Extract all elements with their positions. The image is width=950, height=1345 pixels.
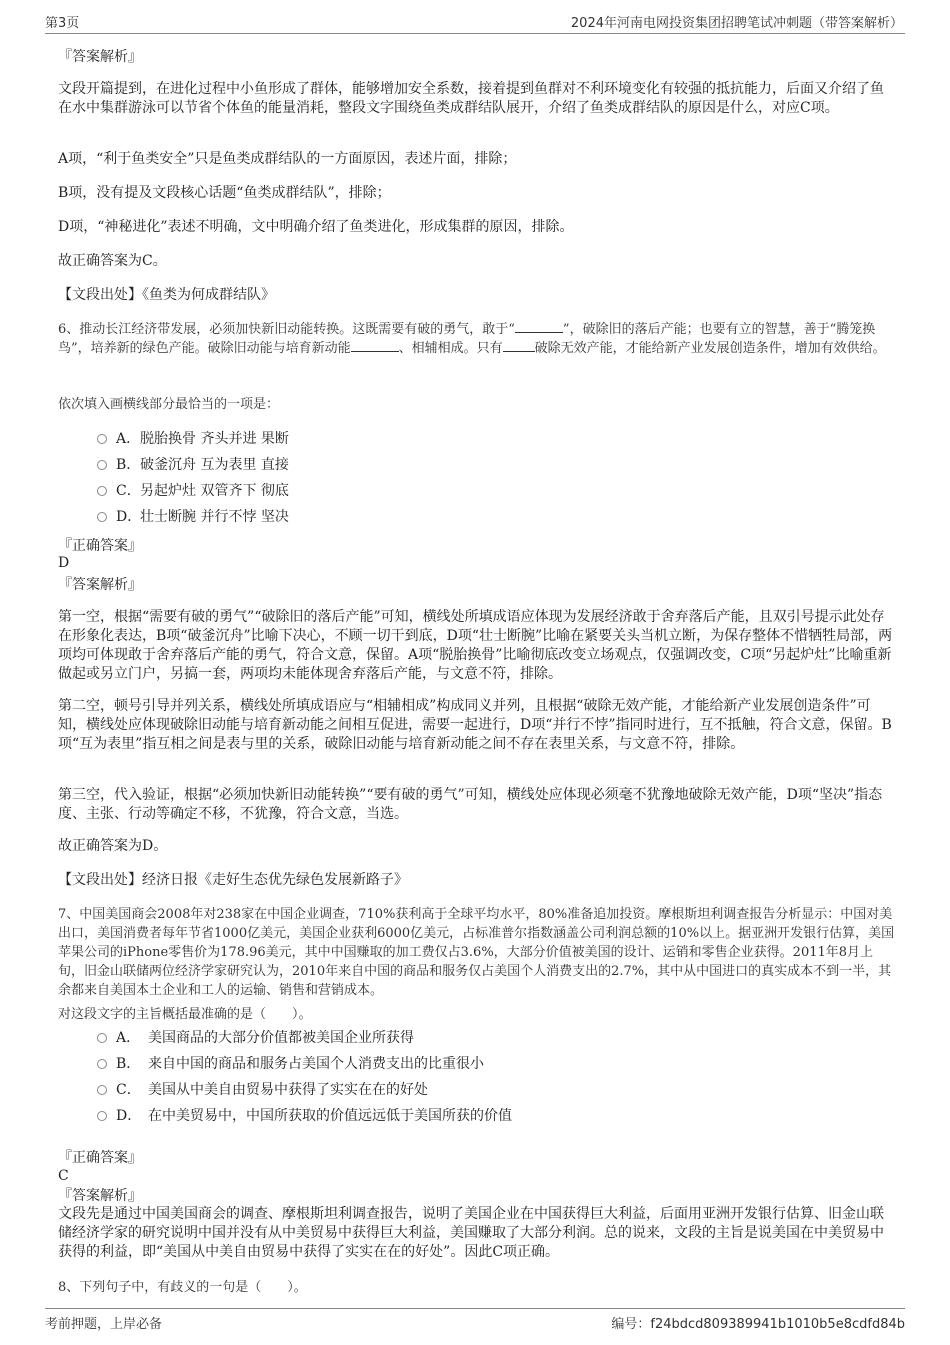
q7-stem: 7、中国美国商会2008年对238家在中国企业调查，710%获利高于全球平均水平，80%准备追加投资。摩根斯坦利调查报告分析显示：中国对美出口，美国消费者每年节省1000亿美元，美国企业获利6000亿美元，占标准普尔指数涵盖公司利润总额的10%以上。据亚洲开发银行估算，美国苹果公司的iPhone零售价为178.96美元，其中中国赚取的加工费仅占3.6%，大部分价值被美国的设计、运销和零售企业获得。2011年8月上旬，旧金山联储两位经济学家研究认为，2010年来自中国的商品和服务仅占美国个人消费支出的2.7%，其中从中国进口的真实成本不到一半，其余都来自美国本土企业和工人的运输、销售和营销成本。 — [58, 907, 895, 998]
q6-option-d[interactable]: D．壮士断腕 并行不悖 坚决 — [97, 507, 289, 527]
q6-option-c[interactable]: C．另起炉灶 双管齐下 彻底 — [97, 481, 289, 501]
q7-option-c[interactable]: C． 美国从中美自由贸易中获得了实实在在的好处 — [97, 1080, 428, 1100]
q5-source: 【文段出处】《鱼类为何成群结队》 — [58, 287, 275, 303]
radio-icon[interactable] — [97, 460, 107, 470]
q6-source: 【文段出处】经济日报《走好生态优先绿色发展新路子》 — [58, 872, 408, 888]
q7-option-d[interactable]: D． 在中美贸易中，中国所获取的价值远远低于美国所获的价值 — [97, 1106, 512, 1126]
footer-divider — [45, 1308, 905, 1309]
q6-analysis-paragraph-3: 第三空，代入验证，根据“必须加快新旧动能转换”“要有破的勇气”可知，横线处应体现必须毫不犹豫地破除无效产能，D项“坚决”指态度、主张、行动等确定不移，不犹豫，符合文意，当选。 — [58, 787, 883, 822]
radio-icon[interactable] — [97, 1059, 107, 1069]
q6-stem: 6、推动长江经济带发展，必须加快新旧动能转换。这既需要有破的勇气，敢于“ ”，破除旧的落后产能；也要有立的智慧，善于“腾笼换鸟”，培养新的绿色产能。破除旧动能与培育新动能 、相辅相成。只有 破除无效产能，才能给新产业发展创造条件，增加有效供给。 — [58, 322, 886, 356]
q7-prompt: 对这段文字的主旨概括最准确的是（ ）。 — [58, 1007, 312, 1022]
q6-prompt: 依次填入画横线部分最恰当的一项是： — [58, 397, 280, 412]
q5-option-b-reason: B项，没有提及文段核心话题“鱼类成群结队”，排除； — [58, 185, 391, 201]
q6-answer: D — [58, 555, 70, 571]
header-page-number: 第3页 — [45, 16, 80, 31]
radio-icon[interactable] — [97, 1085, 107, 1095]
radio-icon[interactable] — [97, 486, 107, 496]
q6-analysis-paragraph-1: 第一空，根据“需要有破的勇气”“破除旧的落后产能”可知，横线处所填成语应体现为发展经济敢于舍弃落后产能，且双引号提示此处存在形象化表达，B项“破釜沉舟”比喻下决心，不顾一切干到底，D项“壮士断腕”比喻在紧要关头当机立断，为保存整体不惜牺牲局部，两项均可体现敢于舍弃落后产能的勇气，符合文意，保留。A项“脱胎换骨”比喻彻底改变立场观点，仅强调改变，C项“另起炉灶”比喻重新做起或另立门户，另搞一套，两项均未能体现舍弃落后产能，与文意不符，排除。 — [58, 609, 893, 682]
q7-option-b[interactable]: B． 来自中国的商品和服务占美国个人消费支出的比重很小 — [97, 1054, 484, 1074]
q6-answer-label: 『正确答案』 — [58, 538, 142, 554]
q6-analysis-label: 『答案解析』 — [58, 577, 142, 593]
q7-answer: C — [58, 1168, 69, 1184]
radio-icon[interactable] — [97, 434, 107, 444]
q7-analysis: 文段先是通过中国美国商会的调查、摩根斯坦利调查报告，说明了美国企业在中国获得巨大利益，后面用亚洲开发银行估算、旧金山联储经济学家的研究说明中国并没有从中美贸易中获得巨大利益，美国赚取了大部分利润。总的说来，文段的主旨是说美国在中美贸易中获得的利益，即“美国从中美自由贸易中获得了实实在在的好处”。因此C项正确。 — [58, 1206, 884, 1260]
q7-option-a[interactable]: A． 美国商品的大部分价值都被美国企业所获得 — [97, 1028, 414, 1048]
q7-answer-label: 『正确答案』 — [58, 1150, 142, 1166]
footer-document-code: 编号：f24bdcd809389941b1010b5e8cdfd84b — [611, 1317, 905, 1332]
radio-icon[interactable] — [97, 512, 107, 522]
q5-option-d-reason: D项，“神秘进化”表述不明确，文中明确介绍了鱼类进化，形成集群的原因，排除。 — [58, 219, 574, 235]
q7-analysis-label: 『答案解析』 — [58, 1188, 142, 1204]
radio-icon[interactable] — [97, 1033, 107, 1043]
q6-option-a[interactable]: A．脱胎换骨 齐头并进 果断 — [97, 429, 289, 449]
q6-option-b[interactable]: B．破釜沉舟 互为表里 直接 — [97, 455, 289, 475]
q6-analysis-paragraph-2: 第二空，顿号引导并列关系，横线处所填成语应与“相辅相成”构成同义并列，且根据“破除无效产能，才能给新产业发展创造条件”可知，横线处应体现破除旧动能与培育新动能之间相互促进，需要一起进行，D项“并行不悖”指同时进行，互不抵触，符合文意，保留。B项“互为表里”指互相之间是表与里的关系，破除旧动能与培育新动能之间不存在表里关系，与文意不符，排除。 — [58, 698, 892, 752]
q6-blank-1 — [515, 320, 563, 333]
q5-conclusion: 故正确答案为C。 — [58, 253, 167, 269]
radio-icon[interactable] — [97, 1111, 107, 1121]
header-document-title: 2024年河南电网投资集团招聘笔试冲刺题（带答案解析） — [570, 16, 903, 31]
q5-analysis-paragraph: 文段开篇提到，在进化过程中小鱼形成了群体，能够增加安全系数，接着提到鱼群对不利环境变化有较强的抵抗能力，后面又介绍了鱼在水中集群游泳可以节省个体鱼的能量消耗，整段文字围绕鱼类成群结队展开，介绍了鱼类成群结队的原因是什么，对应C项。 — [58, 81, 884, 116]
footer-slogan: 考前押题，上岸必备 — [45, 1317, 163, 1332]
header-divider — [45, 33, 905, 34]
q5-option-a-reason: A项，“利于鱼类安全”只是鱼类成群结队的一方面原因，表述片面，排除； — [58, 151, 517, 167]
q8-stem: 8、下列句子中，有歧义的一句是（ ）。 — [58, 1280, 307, 1295]
q6-blank-3 — [503, 339, 535, 352]
q6-blank-2 — [351, 339, 399, 352]
q5-analysis-label: 『答案解析』 — [58, 49, 142, 65]
q6-conclusion: 故正确答案为D。 — [58, 838, 168, 854]
